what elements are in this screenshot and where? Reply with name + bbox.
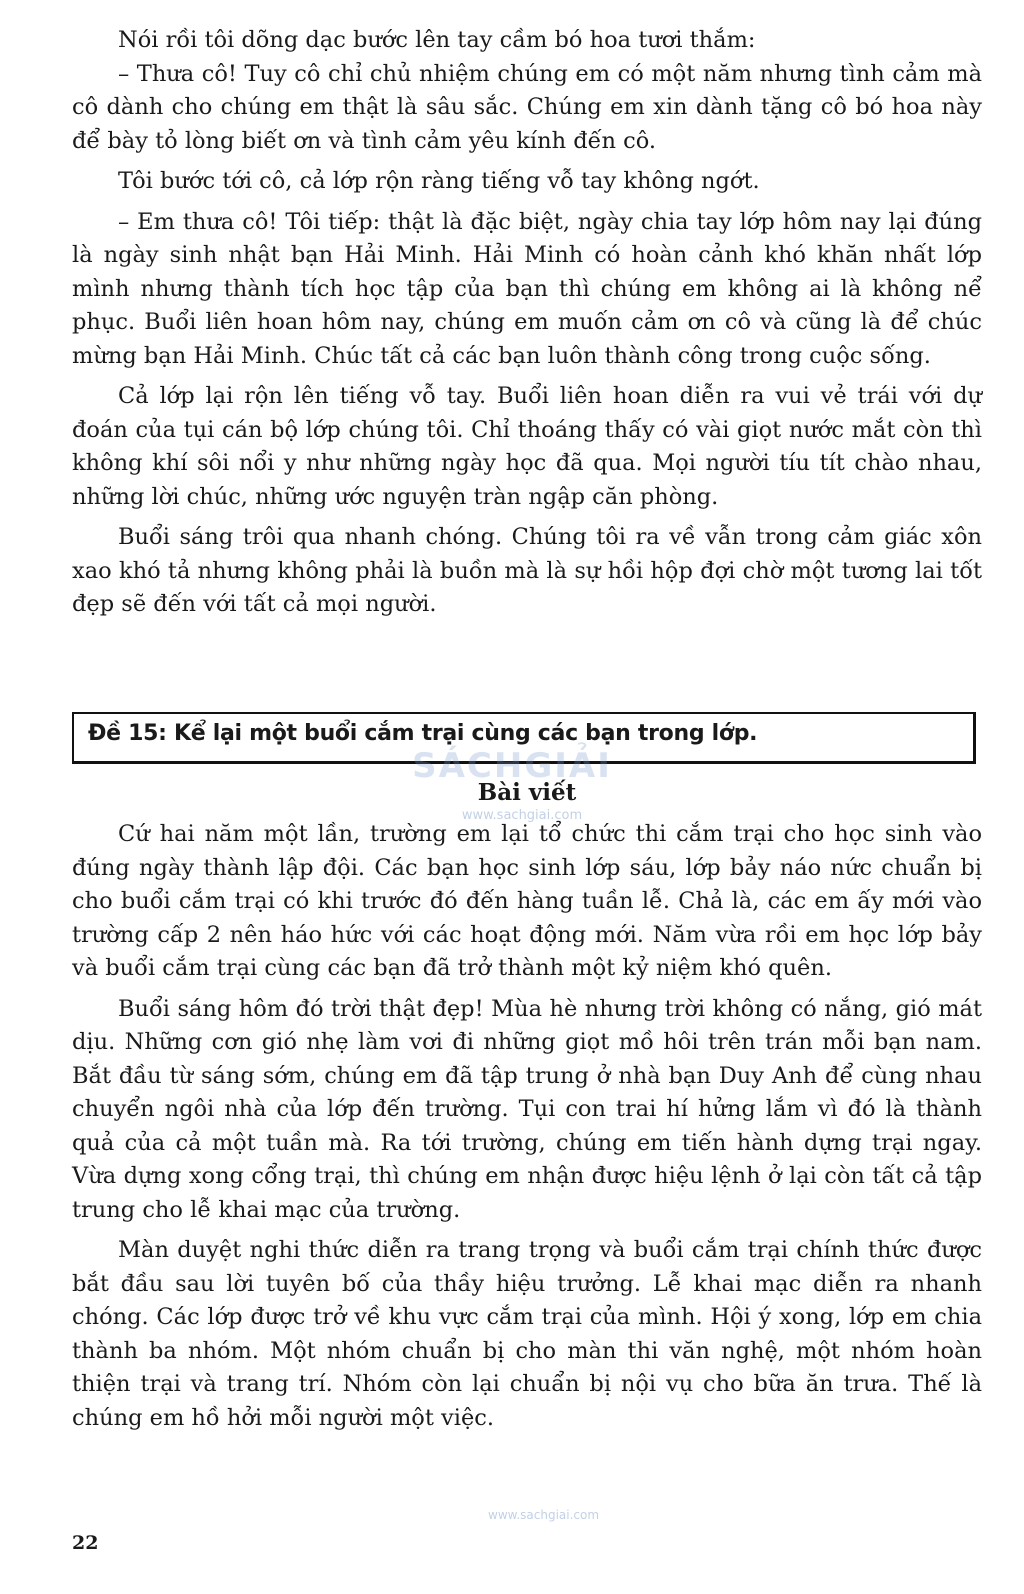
paragraph: – Em thưa cô! Tôi tiếp: thật là đặc biệt, ngày chia tay lớp hôm nay lại đúng là ngày sinh nhật bạn Hải Minh. Hải Minh có hoàn cảnh khó khăn nhất lớp mình nhưng thành tích học tập của bạn thì chúng em không ai là không nể phục. Buổi liên hoan hôm nay, chúng em muốn cảm ơn cô và cũng là để chúc mừng bạn Hải Minh. Chúc tất cả các bạn luôn thành công trong cuộc sống. <box>72 208 982 369</box>
topic-title: Đề 15: Kể lại một buổi cắm trại cùng các bạn trong lớp. <box>88 721 758 746</box>
story-ending <box>72 24 982 622</box>
section-subtitle: Bài viết <box>477 779 577 806</box>
essay-body <box>72 818 982 1435</box>
watermark-logo: SÁCHGIẢI <box>412 746 612 786</box>
paragraph: Buổi sáng hôm đó trời thật đẹp! Mùa hè nhưng trời không có nắng, gió mát dịu. Những cơn gió nhẹ làm vơi đi những giọt mồ hôi trên trán mỗi bạn nam. Bắt đầu từ sáng sớm, chúng em đã tập trung ở nhà bạn Duy Anh để cùng nhau chuyển ngôi nhà của lớp đến trường. Tụi con trai hí hửng lắm vì đó là thành quả của cả một tuần mà. Ra tới trường, chúng em tiến hành dựng trại ngay. Vừa dựng xong cổng trại, thì chúng em nhận được hiệu lệnh ở lại còn tất cả tập trung cho lễ khai mạc của trường. <box>72 995 982 1223</box>
footer-watermark: www.sachgiai.com <box>488 1508 600 1522</box>
paragraph: Nói rồi tôi dõng dạc bước lên tay cầm bó hoa tươi thắm: <box>118 27 756 53</box>
paragraph: Cứ hai năm một lần, trường em lại tổ chức thi cắm trại cho học sinh vào đúng ngày thành lập đội. Các bạn học sinh lớp sáu, lớp bảy náo nức chuẩn bị cho buổi cắm trại có khi trước đó đến hàng tuần lễ. Chả là, các em ấy mới vào trường cấp 2 nên háo hức với các hoạt động mới. Năm vừa rồi em học lớp bảy và buổi cắm trại cùng các bạn đã trở thành một kỷ niệm khó quên. <box>72 821 982 981</box>
paragraph: Màn duyệt nghi thức diễn ra trang trọng và buổi cắm trại chính thức được bắt đầu sau lời tuyên bố của thầy hiệu trưởng. Lễ khai mạc diễn ra nhanh chóng. Các lớp được trở về khu vực cắm trại của mình. Hội ý xong, lớp em chia thành ba nhóm. Một nhóm chuẩn bị cho màn thi văn nghệ, một nhóm hoàn thiện trại và trang trí. Nhóm còn lại chuẩn bị nội vụ cho bữa ăn trưa. Thế là chúng em hồ hởi mỗi người một việc. <box>72 1237 982 1431</box>
paragraph: Cả lớp lại rộn lên tiếng vỗ tay. Buổi liên hoan diễn ra vui vẻ trái với dự đoán của tụi cán bộ lớp chúng tôi. Chỉ thoáng thấy có vài giọt nước mắt còn thì không khí sôi nổi y như những ngày học đã qua. Mọi người tíu tít chào nhau, những lời chúc, những ước nguyện tràn ngập căn phòng. <box>72 383 982 510</box>
paragraph: – Thưa cô! Tuy cô chỉ chủ nhiệm chúng em có một năm nhưng tình cảm mà cô dành cho chúng em thật là sâu sắc. Chúng em xin dành tặng cô bó hoa này để bày tỏ lòng biết ơn và tình cảm yêu kính đến cô. <box>72 60 982 154</box>
paragraph: Buổi sáng trôi qua nhanh chóng. Chúng tôi ra về vẫn trong cảm giác xôn xao khó tả nhưng không phải là buồn mà là sự hồi hộp đợi chờ một tương lai tốt đẹp sẽ đến với tất cả mọi người. <box>72 524 982 617</box>
page-number: 22 <box>72 1532 99 1554</box>
paragraph: Tôi bước tới cô, cả lớp rộn ràng tiếng vỗ tay không ngớt. <box>118 168 760 194</box>
watermark-url: www.sachgiai.com <box>461 808 583 823</box>
